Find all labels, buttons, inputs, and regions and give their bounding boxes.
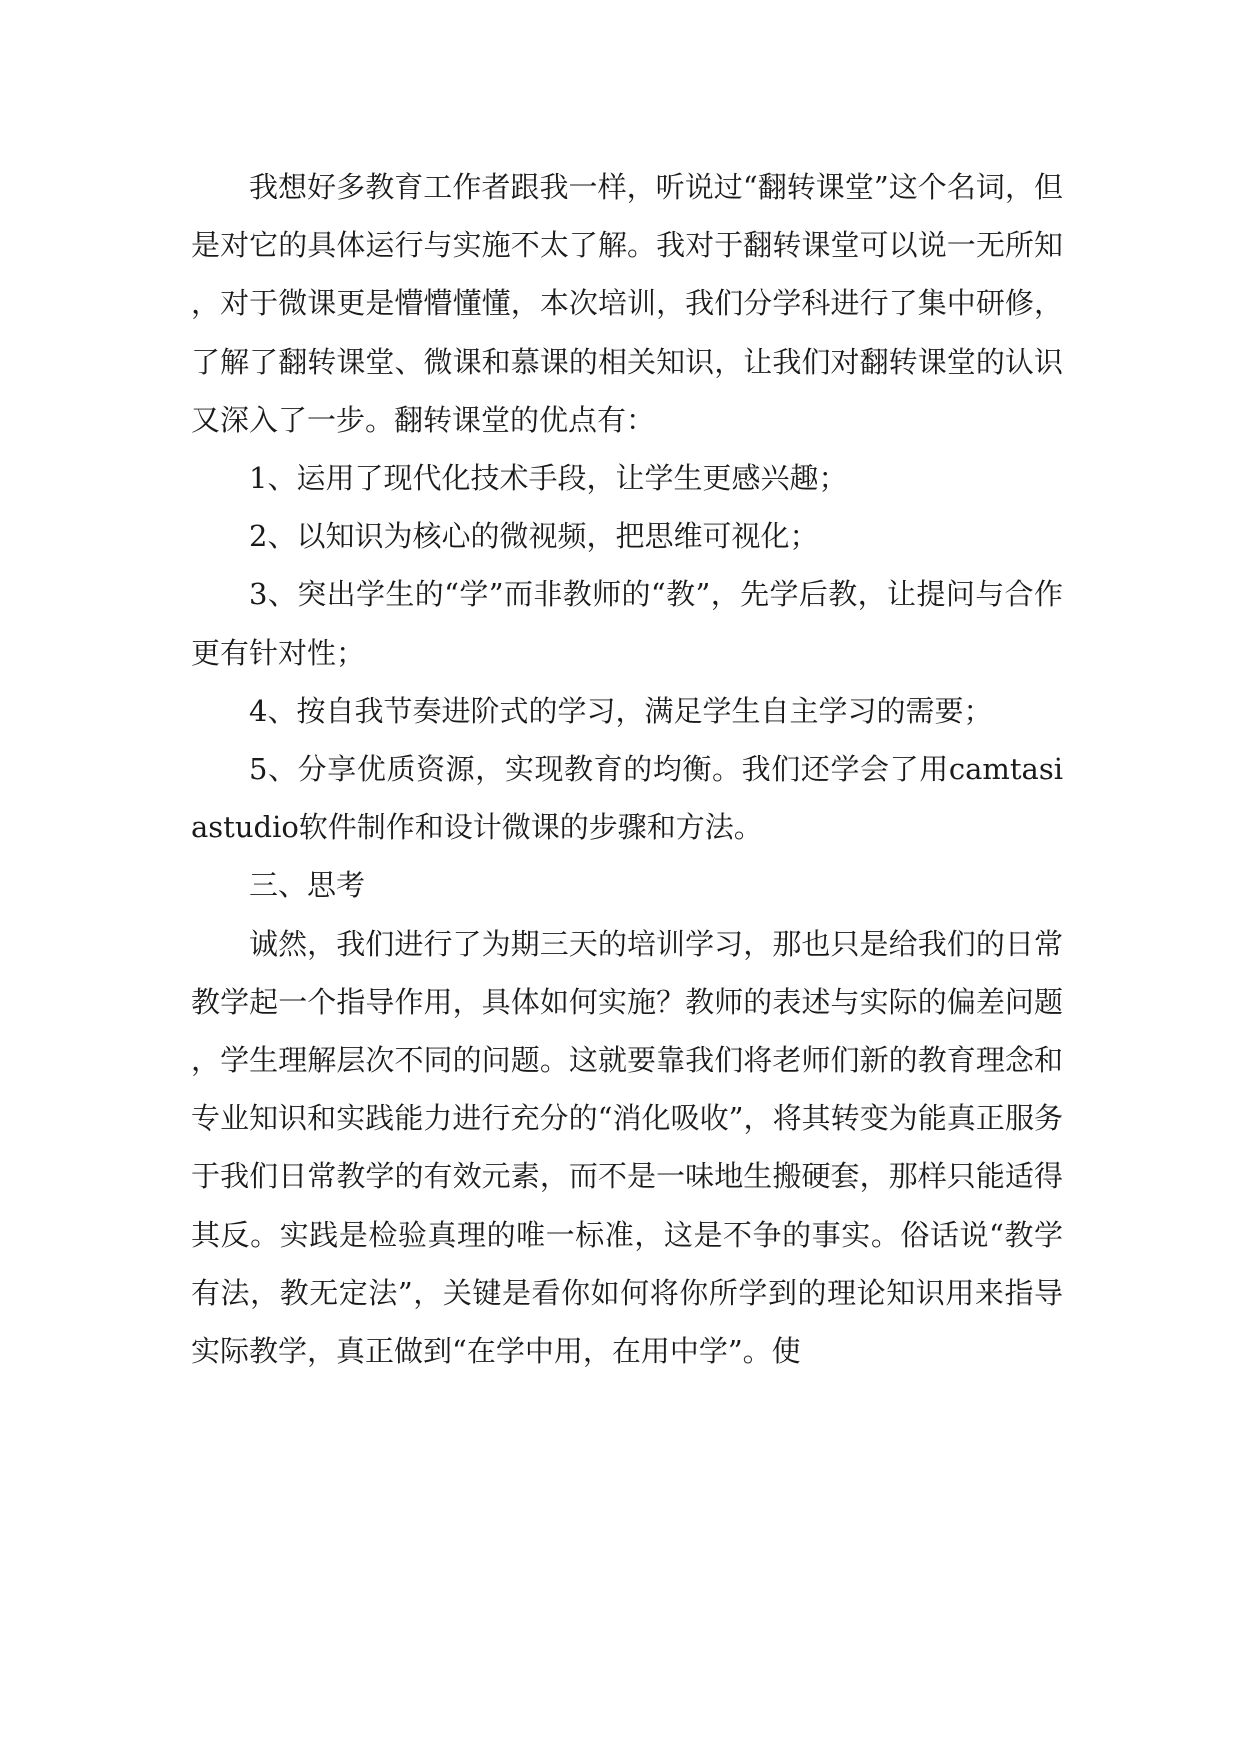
paragraph-intro: 我想好多教育工作者跟我一样，听说过“翻转课堂”这个名词，但是对它的具体运行与实施不太了解。我对于翻转课堂可以说一无所知，对于微课更是懵懵懂懂，本次培训，我们分学科进行了集中研修，了解了翻转课堂、微课和慕课的相关知识，让我们对翻转课堂的认识又深入了一步。翻转课堂的优点有：: [191, 170, 1063, 437]
list-item-4: 4、按自我节奏进阶式的学习，满足学生自主学习的需要；: [249, 693, 993, 728]
document-body: [191, 158, 1063, 1380]
list-item-1: 1、运用了现代化技术手段，让学生更感兴趣；: [249, 461, 848, 496]
list-item-2: 2、以知识为核心的微视频，把思维可视化；: [249, 519, 819, 554]
paragraph-reflection: 诚然，我们进行了为期三天的培训学习，那也只是给我们的日常教学起一个指导作用，具体如何实施？教师的表述与实际的偏差问题，学生理解层次不同的问题。这就要靠我们将老师们新的教育理念和专业知识和实践能力进行充分的“消化吸收”，将其转变为能真正服务于我们日常教学的有效元素，而不是一味地生搬硬套，那样只能适得其反。实践是检验真理的唯一标准，这是不争的事实。俗话说“教学有法，教无定法”，关键是看你如何将你所学到的理论知识用来指导实际教学，真正做到“在学中用，在用中学”。使: [191, 926, 1063, 1369]
list-item-5: 5、分享优质资源，实现教育的均衡。我们还学会了用camtasiastudio软件制作和设计微课的步骤和方法。: [191, 752, 1063, 845]
list-item-3: 3、突出学生的“学”而非教师的“教”，先学后教，让提问与合作更有针对性；: [191, 577, 1063, 670]
section-heading: 三、思考: [249, 868, 366, 903]
